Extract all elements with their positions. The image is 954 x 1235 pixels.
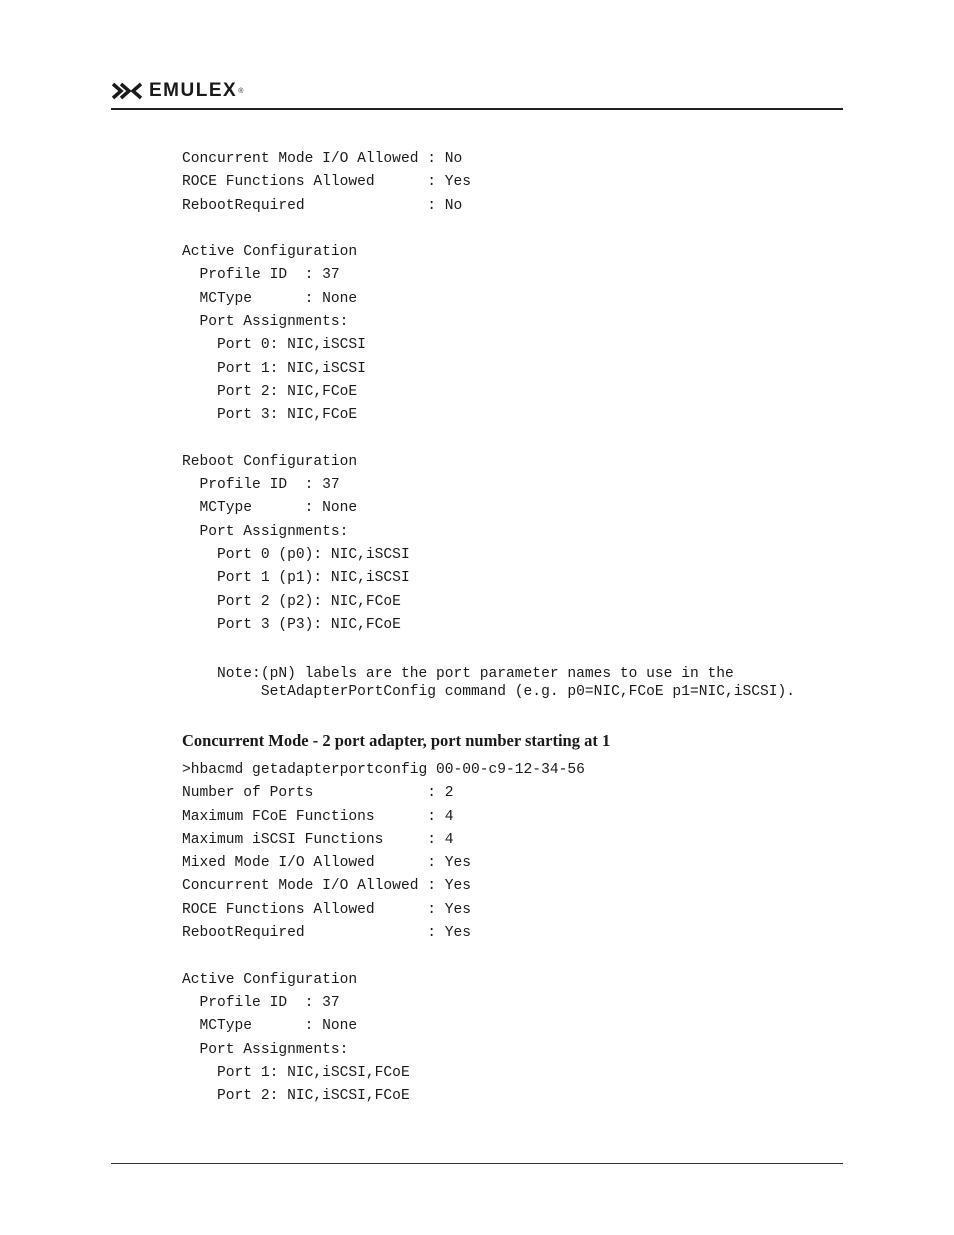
code-line: ROCE Functions Allowed : Yes [182, 901, 472, 918]
code-line: MCType : None [182, 290, 358, 307]
code-line: MCType : None [182, 500, 358, 517]
note-line-1: Note:(pN) labels are the port parameter names to use in the [182, 666, 734, 682]
code-line: Port 2: NIC,FCoE [182, 383, 358, 400]
code-block-output-2 [182, 759, 585, 1108]
note-text [182, 665, 795, 701]
code-line: Number of Ports : 2 [182, 785, 454, 802]
code-line: Profile ID : 37 [182, 477, 340, 494]
code-line: Port Assignments: [182, 314, 349, 331]
code-line: Active Configuration [182, 971, 358, 988]
section-heading: Concurrent Mode - 2 port adapter, port number starting at 1 [182, 731, 611, 750]
code-line: >hbacmd getadapterportconfig 00-00-c9-12-34-56 [182, 762, 585, 778]
code-line: Port 2: NIC,iSCSI,FCoE [182, 1088, 410, 1105]
code-line: Concurrent Mode I/O Allowed : No [182, 151, 463, 167]
code-line: Port 3 (P3): NIC,FCoE [182, 616, 401, 633]
code-line: Concurrent Mode I/O Allowed : Yes [182, 878, 472, 895]
emulex-logo-icon [111, 80, 145, 102]
code-line: Port 3: NIC,FCoE [182, 407, 358, 424]
code-line: Active Configuration [182, 244, 358, 261]
code-line: Port 0 (p0): NIC,iSCSI [182, 547, 410, 564]
code-line: Port Assignments: [182, 523, 349, 540]
code-line: Profile ID : 37 [182, 267, 340, 284]
code-line: Port 1: NIC,iSCSI [182, 360, 366, 377]
code-line: RebootRequired : No [182, 197, 463, 214]
footer-rule [111, 1163, 843, 1164]
logo-text: EMULEX [149, 80, 238, 101]
code-line: Port 0: NIC,iSCSI [182, 337, 366, 354]
code-line: MCType : None [182, 1018, 358, 1035]
code-line: Port 1 (p1): NIC,iSCSI [182, 570, 410, 587]
code-block-output-1 [182, 148, 471, 637]
code-line: Maximum iSCSI Functions : 4 [182, 831, 454, 848]
code-line: Maximum FCoE Functions : 4 [182, 808, 454, 825]
code-line: Reboot Configuration [182, 453, 358, 470]
code-line: Port Assignments: [182, 1041, 349, 1058]
code-line: Profile ID : 37 [182, 994, 340, 1011]
page-header [111, 78, 243, 104]
code-line: Port 2 (p2): NIC,FCoE [182, 593, 401, 610]
code-line: Port 1: NIC,iSCSI,FCoE [182, 1064, 410, 1081]
code-line: ROCE Functions Allowed : Yes [182, 174, 472, 191]
note-line-2: SetAdapterPortConfig command (e.g. p0=NIC,FCoE p1=NIC,iSCSI). [182, 684, 796, 700]
header-rule [111, 108, 843, 110]
code-line: RebootRequired : Yes [182, 925, 472, 942]
code-line: Mixed Mode I/O Allowed : Yes [182, 855, 472, 872]
logo-trademark: ® [238, 87, 244, 95]
